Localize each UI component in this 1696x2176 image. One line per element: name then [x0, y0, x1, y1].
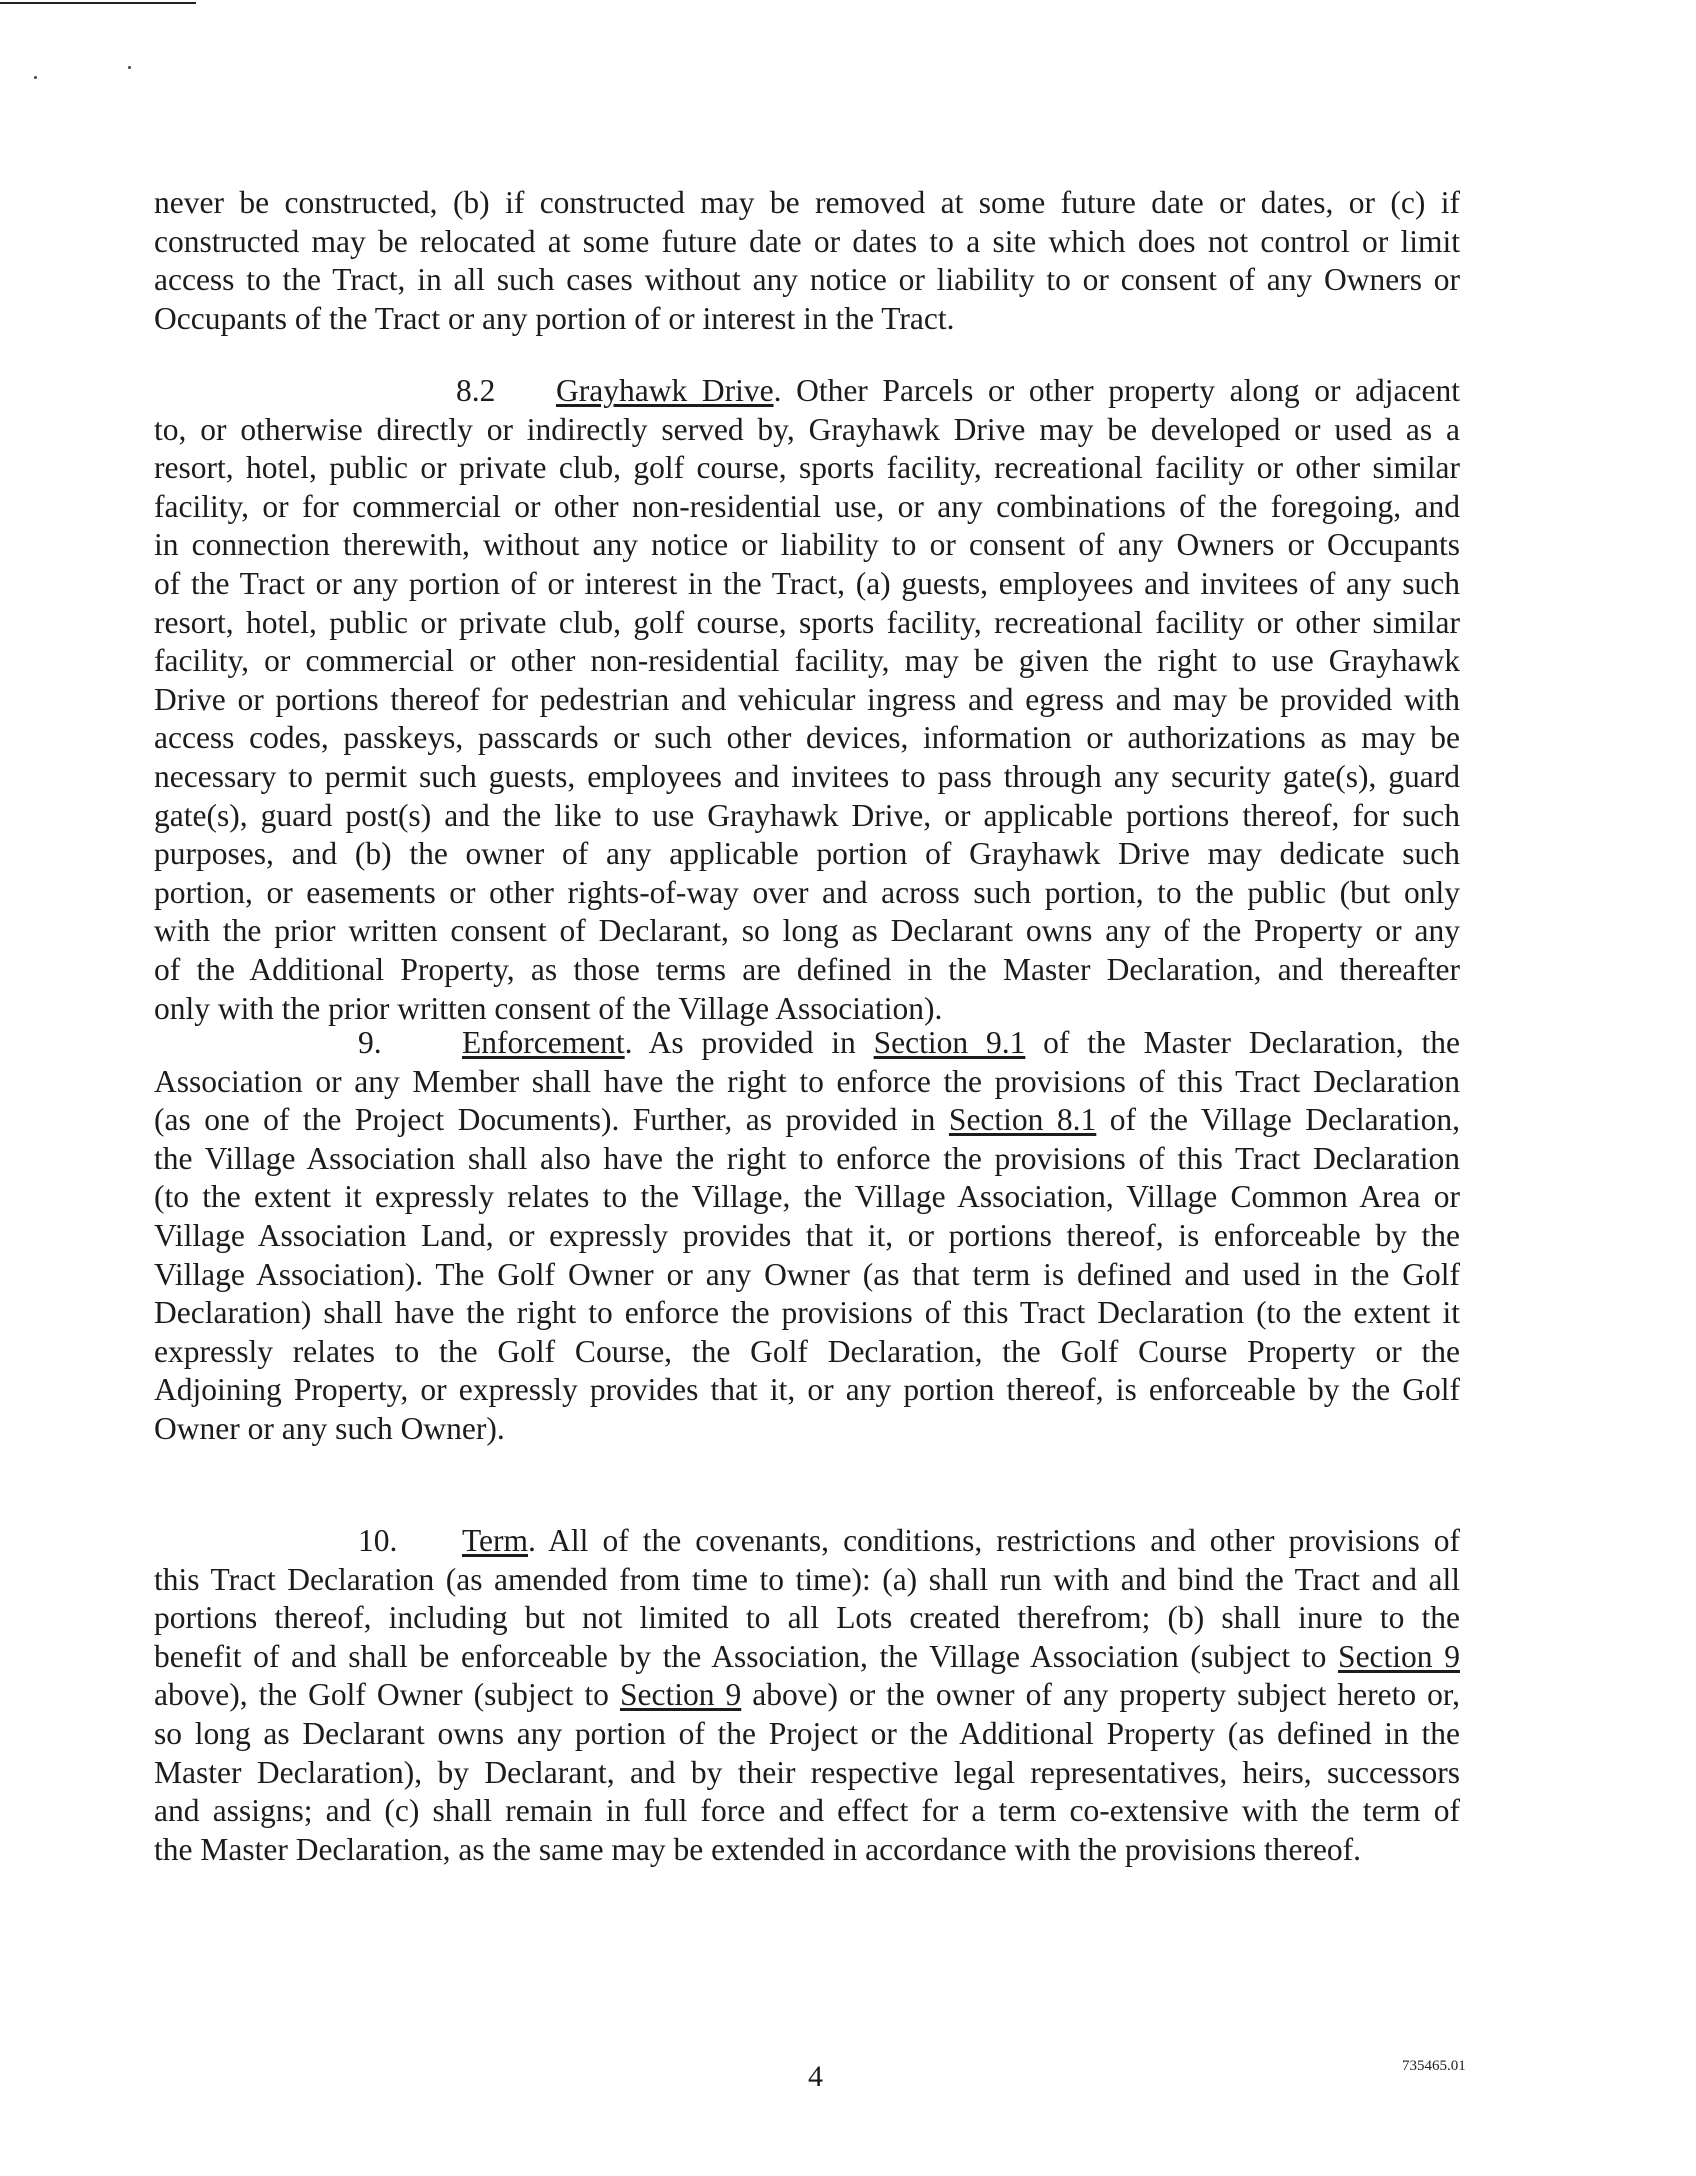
- section-title: Grayhawk Drive: [556, 373, 774, 408]
- section-title: Term: [462, 1523, 529, 1558]
- text-line: Village Association Land, or expressly provides that it, or portions thereof, is enforceable by the: [154, 1217, 1460, 1253]
- scan-speck: [128, 66, 131, 69]
- scan-corner-rule: [0, 2, 196, 4]
- section-heading-line: [154, 1522, 1460, 1561]
- text-line: never be constructed, (b) if constructed may be removed at some future date or dates, or (c) if: [154, 185, 1460, 220]
- text-line: [154, 1676, 1460, 1715]
- text-line: in connection therewith, without any notice or liability to or consent of any Owners or Occupants: [154, 527, 1460, 563]
- text-fragment: above) or the owner of any property subject hereto or,: [741, 1677, 1460, 1713]
- text-fragment: benefit of and shall be enforceable by the Association, the Village Association (subject to: [154, 1638, 1339, 1674]
- text-line: Declaration) shall have the right to enforce the provisions of this Tract Declaration (to the extent it: [154, 1295, 1460, 1331]
- text-line: necessary to permit such guests, employees and invitees to pass through any security gate(s), guard: [154, 758, 1460, 794]
- text-line: resort, hotel, public or private club, golf course, sports facility, recreational facility or other similar: [154, 604, 1460, 640]
- section-reference: Section 9: [619, 1677, 742, 1713]
- text-line: gate(s), guard post(s) and the like to use Grayhawk Drive, or applicable portions thereof, for such: [154, 797, 1460, 833]
- text-line: [154, 1638, 1460, 1677]
- section-number: 8.2: [456, 373, 496, 408]
- page-number: 4: [808, 2060, 823, 2093]
- text-line: so long as Declarant owns any portion of the Project or the Additional Property (as defined in the: [154, 1715, 1460, 1751]
- section-reference: Section 9.1: [873, 1025, 1026, 1060]
- section-number: 9.: [358, 1025, 382, 1060]
- text-line: of the Additional Property, as those terms are defined in the Master Declaration, and thereafter: [154, 951, 1460, 987]
- section-heading-line: [154, 372, 1460, 411]
- text-line: facility, or commercial or other non-residential facility, may be given the right to use Grayhawk: [154, 643, 1460, 679]
- text-fragment: of the Master Declaration, the: [1025, 1025, 1460, 1060]
- text-fragment: of the Village Declaration,: [1096, 1102, 1460, 1138]
- text-line: and assigns; and (c) shall remain in full force and effect for a term co-extensive with the term of: [154, 1793, 1460, 1829]
- text-line: the Village Association shall also have the right to enforce the provisions of this Tract Declaration: [154, 1140, 1460, 1176]
- text-line: access codes, passkeys, passcards or such other devices, information or authorizations as may be: [154, 720, 1460, 756]
- text-fragment: . All of the covenants, conditions, restrictions and other provisions of: [528, 1523, 1460, 1558]
- text-line: Adjoining Property, or expressly provides that it, or any portion thereof, is enforceable by the Golf: [154, 1372, 1460, 1408]
- text-line: of the Tract or any portion of or interest in the Tract, (a) guests, employees and invitees of any such: [154, 565, 1460, 601]
- text-line: to, or otherwise directly or indirectly served by, Grayhawk Drive may be developed or used as a: [154, 411, 1460, 447]
- text-line: constructed may be relocated at some future date or dates to a site which does not control or limit: [154, 223, 1460, 259]
- text-line: purposes, and (b) the owner of any applicable portion of Grayhawk Drive may dedicate such: [154, 836, 1460, 872]
- paragraph-continuation: [154, 184, 1460, 338]
- text-fragment: . Other Parcels or other property along or adjacent: [773, 373, 1461, 408]
- section-10: [154, 1522, 1460, 1869]
- section-9: [154, 1024, 1460, 1449]
- text-line: Master Declaration), by Declarant, and by their respective legal representatives, heirs, successors: [154, 1754, 1460, 1790]
- text-fragment: above), the Golf Owner (subject to: [154, 1677, 620, 1713]
- text-line: Occupants of the Tract or any portion of or interest in the Tract.: [154, 300, 955, 336]
- text-line: Village Association). The Golf Owner or any Owner (as that term is defined and used in the Golf: [154, 1256, 1460, 1292]
- section-heading-line: [154, 1024, 1460, 1063]
- text-line: facility, or for commercial or other non-residential use, or any combinations of the foregoing, and: [154, 488, 1460, 524]
- text-line: [154, 1101, 1460, 1140]
- section-number: 10.: [358, 1523, 398, 1558]
- text-line: Drive or portions thereof for pedestrian and vehicular ingress and egress and may be provided with: [154, 681, 1460, 717]
- text-line: expressly relates to the Golf Course, the Golf Declaration, the Golf Course Property or the: [154, 1333, 1460, 1369]
- text-line: resort, hotel, public or private club, golf course, sports facility, recreational facility or other similar: [154, 450, 1460, 486]
- text-line: (to the extent it expressly relates to the Village, the Village Association, Village Common Area or: [154, 1179, 1460, 1215]
- text-line: Owner or any such Owner).: [154, 1410, 505, 1446]
- text-line: access to the Tract, in all such cases without any notice or liability to or consent of any Owners or: [154, 262, 1460, 298]
- text-line: portions thereof, including but not limited to all Lots created therefrom; (b) shall inure to the: [154, 1600, 1460, 1636]
- text-line: this Tract Declaration (as amended from time to time): (a) shall run with and bind the Tract and all: [154, 1561, 1460, 1597]
- section-reference: Section 8.1: [948, 1102, 1097, 1138]
- text-line: only with the prior written consent of the Village Association).: [154, 990, 943, 1026]
- text-fragment: (as one of the Project Documents). Further, as provided in: [154, 1102, 949, 1138]
- document-id: 735465.01: [1402, 2058, 1466, 2074]
- text-line: the Master Declaration, as the same may be extended in accordance with the provisions thereof.: [154, 1831, 1362, 1867]
- section-reference: Section 9: [1338, 1638, 1460, 1674]
- section-title: Enforcement: [462, 1025, 625, 1060]
- text-fragment: . As provided in: [624, 1025, 874, 1060]
- section-8-2: [154, 372, 1460, 1028]
- text-line: Association or any Member shall have the right to enforce the provisions of this Tract Declaration: [154, 1063, 1460, 1099]
- scan-speck: [34, 76, 37, 79]
- text-line: with the prior written consent of Declarant, so long as Declarant owns any of the Property or any: [154, 913, 1460, 949]
- text-line: portion, or easements or other rights-of-way over and across such portion, to the public (but only: [154, 874, 1460, 910]
